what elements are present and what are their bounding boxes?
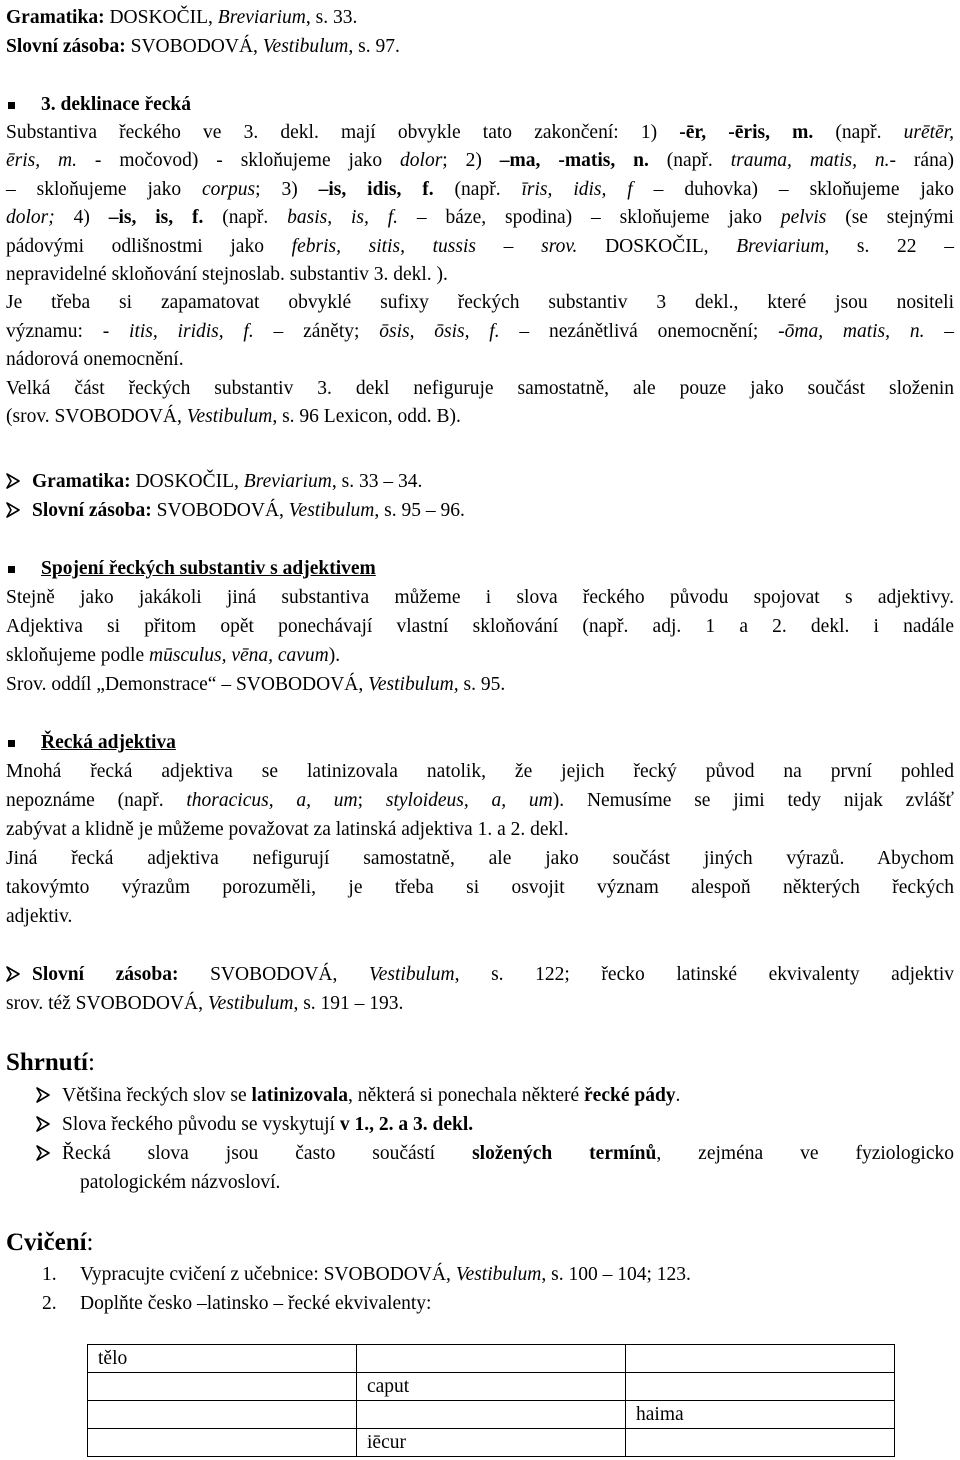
text-run: ). [328,645,341,666]
line-content [6,819,569,840]
text-run: Vestibulum [186,406,273,427]
text-line [6,148,954,174]
text-run: Vestibulum [455,1264,542,1285]
text-line [6,759,954,785]
text-run: významu: - [6,320,130,342]
text-run: SVOBODOVÁ, [178,964,369,985]
text-run: – duhovka) – skloňujeme jako [632,178,954,200]
text-run: Slovní zásoba: [32,964,179,985]
text-run: - močovod) - skloňujeme jako [77,150,401,172]
text-run: Slovní zásoba: [32,500,152,521]
line-content [6,761,954,782]
table-cell-empty [88,1429,357,1457]
text-run: Řecká slova jsou často součástí [62,1143,473,1164]
line-content [6,150,954,171]
text-run: takovýmto výrazům porozuměli, je třeba si osvojit význam alespoň některých řeckých [6,877,954,898]
line-content [6,179,954,200]
text-run: mūsculus, vēna, cavum [148,645,329,666]
header-grammar-ref: DOSKOČIL, [104,7,218,28]
text-run: zabývat a klidně je můžeme považovat za latinská adjektiva 1. a 2. dekl. [6,819,569,840]
section-heading-noun-adjective [6,556,954,582]
text-line [6,672,954,698]
text-run: thoracicus, a, um [186,790,358,811]
text-run: DOSKOČIL, [130,471,244,492]
text-run: , některá si ponechala některé [347,1085,585,1106]
text-run: dolor [400,150,443,172]
table-row [88,1373,895,1401]
header-vocab-ref: SVOBODOVÁ, [125,36,263,57]
text-line [6,376,954,402]
text-run: . [675,1085,681,1106]
text-run: řecké pády [584,1085,676,1106]
text-line [80,1170,954,1196]
line-content [80,1172,280,1193]
text-run: Srov. oddíl „Demonstrace“ – SVOBODOVÁ, [6,674,369,695]
arrow-bullet-icon [6,469,32,495]
line-content [6,848,954,869]
text-run: Vestibulum [369,964,455,985]
text-run: , zejména ve fyziologicko [656,1143,955,1164]
section-title: Spojení řeckých substantiv s adjektivem [41,558,376,579]
text-run: – báze, spodina) – skloňujeme jako [398,207,781,229]
text-line [6,319,954,345]
text-run: nepravidelné skloňování stejnoslab. substantiv 3. dekl. ). [6,264,448,285]
text-run: urētēr, [903,122,954,143]
text-run: dolor; [6,207,55,229]
text-run: s. 95. [458,674,506,695]
line-content [6,645,340,666]
text-run: latinizovala [251,1085,348,1106]
table-cell-empty [626,1373,895,1401]
table-cell: haima [626,1401,895,1429]
text-run: v 1., 2. a 3. dekl. [339,1114,474,1135]
line-content [6,406,461,427]
text-line [6,904,954,930]
equivalents-table [87,1344,895,1457]
text-run: (např. [648,150,731,172]
text-run: –ma, -matis, n. [499,150,649,172]
table-cell-empty [626,1429,895,1457]
line-content [6,674,505,695]
table-row [88,1401,895,1429]
text-line [6,788,954,814]
text-run: , s. 191 – 193. [293,993,404,1014]
table-cell: tělo [88,1345,357,1373]
text-run: nepoznáme (např. [6,790,187,811]
text-run: trauma, matis, n. [730,150,890,172]
text-line [6,177,954,203]
header-grammar-book: Breviarium [217,7,306,28]
text-run: , s. 95 – 96. [374,500,465,521]
text-run: Breviarium [243,471,332,492]
text-run: patologickém názvosloví. [80,1172,281,1193]
text-run: , s. 122; řecko latinské ekvivalenty adjektiv [454,964,954,985]
table-cell-empty [626,1345,895,1373]
summary-colon: : [87,1049,95,1076]
text-run: febris, sitis, tussis [291,235,476,257]
text-run: īris, idis, f [521,178,633,200]
text-run: – [475,235,542,257]
text-run: Většina řeckých slov se [62,1085,252,1106]
section-title: 3. deklinace řecká [41,94,192,115]
text-run: ; 2) [442,150,500,172]
text-line [6,643,954,669]
line-content [6,349,184,370]
exercise-text [80,1293,431,1314]
text-run: Substantiva řeckého ve 3. dekl. mají obvykle tato zakončení: 1) [6,122,680,143]
line-content [6,906,72,927]
text-line [6,120,954,146]
line-content [6,378,954,399]
text-run: Gramatika: [32,471,131,492]
section-heading-greek-adjectives [6,730,954,756]
line-content [6,236,954,257]
table-cell-empty [88,1373,357,1401]
table-cell-empty [88,1401,357,1429]
text-run: ēris, m. [6,150,77,172]
text-line [6,817,954,843]
header-grammar-line [6,5,954,31]
arrow-bullet-icon [6,962,32,988]
text-run: – nezánětlivá onemocnění; - [499,320,785,342]
text-run: (se stejnými [826,207,954,229]
table-cell-empty [357,1401,626,1429]
text-run: pádovými odlišnostmi jako [6,235,292,257]
line-content [6,587,954,608]
text-run: adjektiv. [6,906,73,927]
line-content [6,790,954,811]
text-run: Jiná řecká adjektiva nefigurují samostatně, ale jako součást jiných výrazů. Abychom [6,848,954,869]
text-run: DOSKOČIL, [577,235,737,257]
text-run: Vestibulum [288,500,375,521]
text-run: 4) [54,207,109,229]
text-run: –is, is, f. [108,207,204,229]
text-line [6,846,954,872]
header-grammar-page: , s. 33. [305,7,358,28]
text-line [6,498,954,524]
text-line [6,585,954,611]
text-run: , s. 96 Lexicon, odd. B). [272,406,461,427]
line-content [6,993,403,1014]
summary-title: Shrnutí [6,1049,88,1076]
text-run: SVOBODOVÁ, [151,500,289,521]
text-run: - rána) [889,150,954,172]
text-run: složených termínů [472,1143,657,1164]
line-content [6,292,954,313]
table-row [88,1429,895,1457]
line-content [62,1085,680,1106]
arrow-bullet-icon [36,1141,62,1167]
text-run: Adjektiva si přitom opět ponechávají vlastní skloňování (např. adj. 1 a 2. dekl. i nadále [6,616,954,637]
exercises-heading [6,1230,954,1256]
text-run: Doplňte česko –latinsko – řecké ekvivalenty: [80,1293,432,1314]
text-run: Velká část řeckých substantiv 3. dekl nefiguruje samostatně, ale pouze jako součást složenin [6,377,954,399]
text-run: Vestibulum, [368,674,459,695]
text-run: Vypracujte cvičení z učebnice: SVOBODOVÁ, [80,1264,456,1285]
exercises-colon: : [86,1229,94,1256]
text-run: srov. též SVOBODOVÁ, [6,993,208,1014]
table-row [88,1345,895,1373]
table-cell: caput [357,1373,626,1401]
line-content [32,964,954,985]
text-line [6,614,954,640]
summary-heading [6,1050,954,1076]
text-line [36,1141,954,1167]
text-run: (srov. SVOBODOVÁ, [6,406,187,427]
text-line [6,347,954,373]
text-run: Je třeba si zapamatovat obvyklé sufixy řeckých substantiv 3 dekl., které jsou nositeli [6,292,954,314]
text-run: ōsis, ōsis, f. [379,320,500,342]
line-content [6,264,448,285]
text-line [6,205,954,231]
text-line [6,469,954,495]
text-run: ōma, matis, n. [784,320,925,342]
square-bullet-icon [8,102,15,109]
line-content [62,1114,473,1135]
section-heading-greek-declension [6,92,954,118]
text-run: ; 3) [255,178,319,200]
arrow-bullet-icon [36,1083,62,1109]
exercises-title: Cvičení [6,1229,87,1256]
text-run: s. 22 – [829,235,954,257]
header-vocab-book: Vestibulum [262,36,349,57]
header-grammar-label: Gramatika: [6,7,105,28]
square-bullet-icon [8,740,15,747]
text-run: basis, is, f. [287,207,399,229]
table-cell: iēcur [357,1429,626,1457]
line-content [6,122,954,143]
section-title: Řecká adjektiva [41,732,176,753]
text-run: – [924,320,955,342]
table-cell-empty [357,1345,626,1373]
text-run: (např. [203,207,288,229]
arrow-bullet-icon [6,498,32,524]
square-bullet-icon [8,566,15,573]
text-run: Stejně jako jakákoli jiná substantiva můžeme i slova řeckého původu spojovat s adjektivy. [6,587,954,608]
text-run: Slova řeckého původu se vyskytují [62,1114,340,1135]
text-run: Mnohá řecká adjektiva se latinizovala natolik, že jejich řecký původ na první pohled [6,761,954,782]
text-run: –is, idis, f. [318,178,434,200]
header-vocab-line [6,34,954,60]
text-line [36,1112,954,1138]
text-run: , s. 33 – 34. [331,471,423,492]
text-run: srov. [541,235,578,257]
text-run: styloideus, a, um [385,790,553,811]
line-content [32,471,422,492]
text-run: pelvis [780,207,827,229]
text-run: corpus [202,178,256,200]
exercise-number: 1. [42,1264,57,1285]
text-run: itis, iridis, f. [129,320,254,342]
text-run: ; [357,790,386,811]
text-line [6,404,954,430]
text-line [6,234,954,260]
line-content [32,500,465,521]
text-run: Breviarium, [736,235,830,257]
text-run: ). Nemusíme se jimi tedy nijak zvlášť [552,790,955,811]
text-run: (např. [813,122,904,143]
line-content [6,877,954,898]
text-line [6,290,954,316]
line-content [6,207,954,228]
exercise-item [42,1291,954,1317]
text-run: skloňujeme podle [6,645,149,666]
text-run: – záněty; [253,320,380,342]
text-line [36,1083,954,1109]
line-content [6,616,954,637]
text-line [6,262,954,288]
text-run: nádorová onemocnění. [6,349,184,371]
header-vocab-label: Slovní zásoba: [6,36,126,57]
exercise-text [80,1264,691,1285]
text-run: Vestibulum [207,993,294,1014]
text-run: , s. 100 – 104; 123. [541,1264,691,1285]
text-run: – skloňujeme jako [6,178,203,200]
arrow-bullet-icon [36,1112,62,1138]
line-content [6,321,954,342]
line-content [62,1143,954,1164]
header-vocab-page: , s. 97. [348,36,400,57]
text-line [6,875,954,901]
text-run: -ēr, -ēris, m. [679,122,814,143]
text-line [6,962,954,988]
exercise-item [42,1262,954,1288]
text-line [6,991,954,1017]
text-run: (např. [433,178,522,200]
exercise-number: 2. [42,1293,57,1314]
